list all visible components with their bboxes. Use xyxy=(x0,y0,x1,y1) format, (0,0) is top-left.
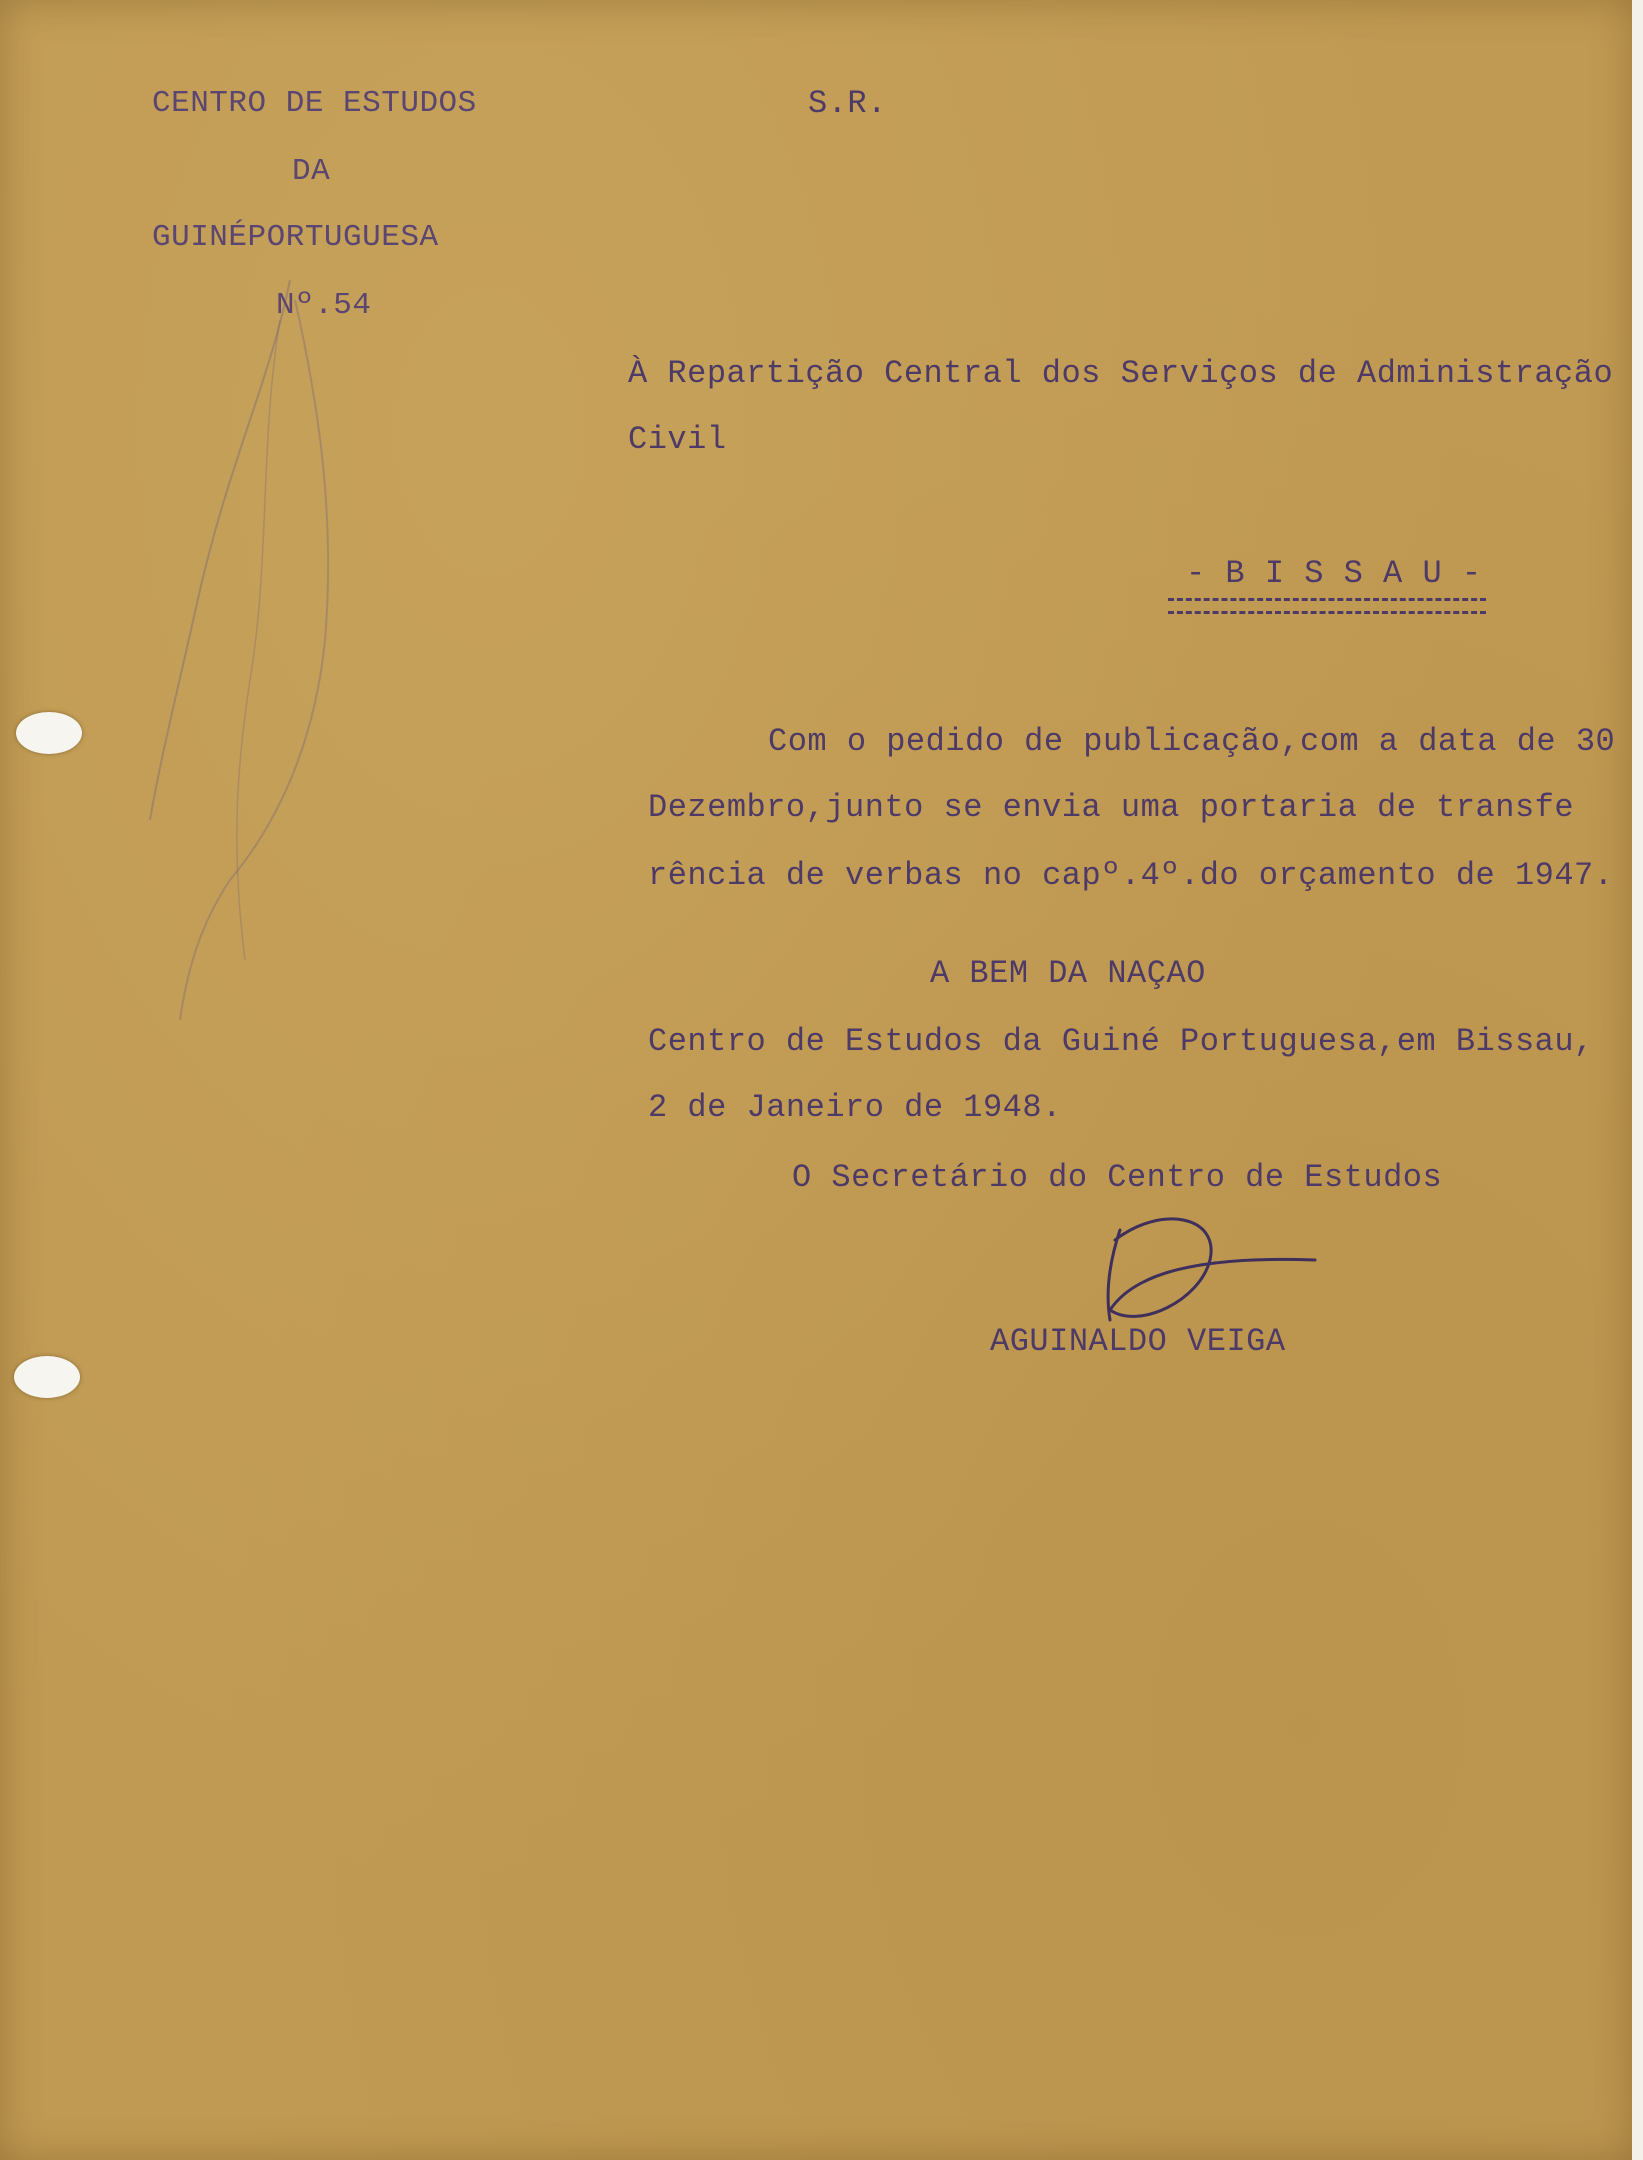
header-org-line1: CENTRO DE ESTUDOS xyxy=(152,86,477,121)
punch-hole-bottom xyxy=(14,1356,80,1398)
closing-role: O Secretário do Centro de Estudos xyxy=(792,1159,1443,1196)
addressee-city: - B I S S A U - xyxy=(1186,555,1482,592)
scan-edge xyxy=(1632,0,1643,2160)
addressee-line1: À Repartição Central dos Serviços de Administração xyxy=(628,355,1614,392)
header-org-line3: GUINÉPORTUGUESA xyxy=(152,220,439,255)
addressee-line2: Civil xyxy=(628,421,727,458)
header-number: Nº.54 xyxy=(276,288,372,323)
closing-salutation: A BEM DA NAÇAO xyxy=(930,955,1206,992)
punch-hole-top xyxy=(16,712,82,754)
handwritten-signature xyxy=(1050,1200,1330,1340)
signatory-name: AGUINALDO VEIGA xyxy=(990,1323,1286,1360)
body-line3: rência de verbas no capº.4º.do orçamento de 1947. xyxy=(648,857,1614,894)
closing-date: 2 de Janeiro de 1948. xyxy=(648,1089,1062,1126)
header-org-line2: DA xyxy=(292,154,331,189)
body-line1: Com o pedido de publicação,com a data de 30 xyxy=(768,723,1616,760)
closing-place: Centro de Estudos da Guiné Portuguesa,em Bissau, xyxy=(648,1023,1594,1060)
city-underline xyxy=(1168,598,1486,614)
pencil-scribble xyxy=(120,260,370,1060)
header-ref: S.R. xyxy=(808,85,887,122)
body-line2: Dezembro,junto se envia uma portaria de transfe xyxy=(648,789,1575,826)
